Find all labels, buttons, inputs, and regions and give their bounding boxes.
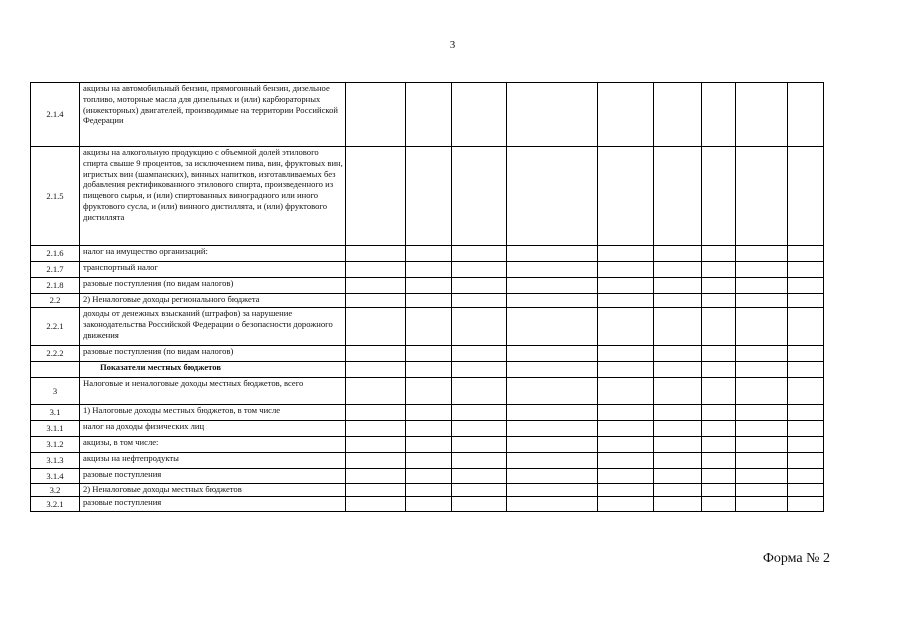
value-cell [346, 421, 406, 437]
value-cell [654, 378, 702, 405]
value-cell [346, 278, 406, 294]
value-cell [654, 362, 702, 378]
table-row [31, 453, 824, 469]
row-name: разовые поступления [80, 469, 346, 484]
row-number: 2.1.5 [31, 147, 80, 246]
value-cell [507, 147, 598, 246]
value-cell [702, 362, 736, 378]
value-cell [788, 405, 824, 421]
row-number: 2.1.7 [31, 262, 80, 278]
value-cell [598, 308, 654, 346]
value-cell [346, 405, 406, 421]
value-cell [507, 262, 598, 278]
value-cell [598, 147, 654, 246]
row-name: 2) Неналоговые доходы местных бюджетов [80, 484, 346, 497]
value-cell [654, 246, 702, 262]
value-cell [654, 469, 702, 484]
value-cell [452, 421, 507, 437]
value-cell [702, 83, 736, 147]
value-cell [702, 308, 736, 346]
value-cell [788, 437, 824, 453]
value-cell [406, 262, 452, 278]
value-cell [654, 421, 702, 437]
value-cell [452, 308, 507, 346]
row-name: акцизы на автомобильный бензин, прямогонный бензин, дизельное топливо, моторные масла для дизельных и (или) карбюраторных (инжекторных) двигателей, производимые на территории Российской Федерации [80, 83, 346, 147]
value-cell [654, 346, 702, 362]
value-cell [736, 484, 788, 497]
value-cell [406, 147, 452, 246]
value-cell [654, 437, 702, 453]
row-name: разовые поступления [80, 497, 346, 512]
value-cell [702, 246, 736, 262]
table-row [31, 346, 824, 362]
value-cell [406, 405, 452, 421]
value-cell [788, 453, 824, 469]
value-cell [788, 262, 824, 278]
value-cell [788, 497, 824, 512]
indicators-table [30, 82, 824, 512]
value-cell [406, 83, 452, 147]
row-number: 2.2 [31, 294, 80, 308]
value-cell [452, 437, 507, 453]
value-cell [736, 147, 788, 246]
table-row [31, 246, 824, 262]
value-cell [406, 346, 452, 362]
row-name: Налоговые и неналоговые доходы местных бюджетов, всего [80, 378, 346, 405]
value-cell [654, 262, 702, 278]
value-cell [346, 469, 406, 484]
value-cell [654, 294, 702, 308]
value-cell [406, 278, 452, 294]
value-cell [406, 308, 452, 346]
value-cell [788, 83, 824, 147]
value-cell [788, 346, 824, 362]
value-cell [702, 405, 736, 421]
value-cell [654, 453, 702, 469]
value-cell [702, 453, 736, 469]
value-cell [736, 308, 788, 346]
table-row [31, 469, 824, 484]
value-cell [736, 453, 788, 469]
value-cell [507, 453, 598, 469]
value-cell [406, 497, 452, 512]
value-cell [346, 147, 406, 246]
value-cell [702, 469, 736, 484]
row-number: 2.2.1 [31, 308, 80, 346]
value-cell [598, 246, 654, 262]
value-cell [654, 278, 702, 294]
value-cell [736, 294, 788, 308]
value-cell [346, 308, 406, 346]
value-cell [736, 346, 788, 362]
value-cell [788, 246, 824, 262]
value-cell [507, 437, 598, 453]
value-cell [702, 421, 736, 437]
table-row [31, 308, 824, 346]
value-cell [452, 262, 507, 278]
table-row [31, 278, 824, 294]
value-cell [452, 147, 507, 246]
value-cell [507, 308, 598, 346]
value-cell [736, 278, 788, 294]
value-cell [788, 278, 824, 294]
value-cell [788, 484, 824, 497]
table-row [31, 294, 824, 308]
value-cell [406, 378, 452, 405]
value-cell [598, 378, 654, 405]
value-cell [598, 469, 654, 484]
value-cell [346, 362, 406, 378]
value-cell [452, 484, 507, 497]
value-cell [507, 378, 598, 405]
value-cell [452, 246, 507, 262]
value-cell [736, 362, 788, 378]
value-cell [507, 497, 598, 512]
row-number: 3.1.4 [31, 469, 80, 484]
value-cell [736, 246, 788, 262]
value-cell [346, 83, 406, 147]
value-cell [507, 294, 598, 308]
value-cell [702, 147, 736, 246]
value-cell [346, 453, 406, 469]
table-row [31, 497, 824, 512]
value-cell [598, 421, 654, 437]
value-cell [346, 246, 406, 262]
row-number: 3.1 [31, 405, 80, 421]
value-cell [507, 83, 598, 147]
value-cell [736, 437, 788, 453]
value-cell [598, 278, 654, 294]
row-name: 1) Налоговые доходы местных бюджетов, в том числе [80, 405, 346, 421]
value-cell [736, 405, 788, 421]
value-cell [598, 262, 654, 278]
value-cell [507, 278, 598, 294]
value-cell [702, 497, 736, 512]
value-cell [452, 453, 507, 469]
value-cell [654, 308, 702, 346]
row-name: разовые поступления (по видам налогов) [80, 278, 346, 294]
row-name: 2) Неналоговые доходы регионального бюджета [80, 294, 346, 308]
value-cell [702, 278, 736, 294]
section-title: Показатели местных бюджетов [80, 362, 346, 378]
value-cell [702, 378, 736, 405]
row-number: 3.2.1 [31, 497, 80, 512]
row-name: акцизы на алкогольную продукцию с объемной долей этилового спирта свыше 9 процентов, за исключением пива, вин, фруктовых вин, игристых вин (шампанских), винных напитков, изготавливаемых без добавления ректификованного этилового спирта, произведенного из пищевого сырья, и (или) спиртованных виноградного или иного фруктового сусла, и (или) винного дистиллята, и (или) фруктового дистиллята [80, 147, 346, 246]
value-cell [788, 421, 824, 437]
table-row [31, 405, 824, 421]
value-cell [406, 246, 452, 262]
value-cell [788, 378, 824, 405]
value-cell [452, 469, 507, 484]
row-number: 3 [31, 378, 80, 405]
value-cell [788, 147, 824, 246]
row-number: 3.2 [31, 484, 80, 497]
row-name: доходы от денежных взысканий (штрафов) за нарушение законодательства Российской Федерации о безопасности дорожного движения [80, 308, 346, 346]
row-number [31, 362, 80, 378]
value-cell [788, 469, 824, 484]
row-number: 3.1.2 [31, 437, 80, 453]
value-cell [406, 437, 452, 453]
value-cell [654, 484, 702, 497]
value-cell [452, 294, 507, 308]
table-row [31, 262, 824, 278]
row-name: акцизы на нефтепродукты [80, 453, 346, 469]
value-cell [598, 497, 654, 512]
value-cell [452, 378, 507, 405]
value-cell [736, 421, 788, 437]
value-cell [406, 294, 452, 308]
value-cell [346, 378, 406, 405]
value-cell [736, 497, 788, 512]
section-header-row [31, 362, 824, 378]
value-cell [788, 294, 824, 308]
value-cell [702, 346, 736, 362]
value-cell [702, 484, 736, 497]
value-cell [406, 421, 452, 437]
value-cell [406, 453, 452, 469]
row-number: 2.1.8 [31, 278, 80, 294]
row-name: акцизы, в том числе: [80, 437, 346, 453]
value-cell [507, 362, 598, 378]
value-cell [654, 147, 702, 246]
value-cell [654, 83, 702, 147]
value-cell [507, 484, 598, 497]
value-cell [654, 405, 702, 421]
value-cell [346, 294, 406, 308]
form-label: Форма № 2 [762, 551, 830, 566]
row-number: 2.2.2 [31, 346, 80, 362]
value-cell [702, 262, 736, 278]
value-cell [736, 83, 788, 147]
value-cell [406, 362, 452, 378]
row-number: 3.1.3 [31, 453, 80, 469]
value-cell [598, 453, 654, 469]
value-cell [452, 362, 507, 378]
table-row [31, 378, 824, 405]
table-row [31, 147, 824, 246]
value-cell [452, 346, 507, 362]
value-cell [702, 437, 736, 453]
value-cell [654, 497, 702, 512]
value-cell [452, 497, 507, 512]
value-cell [452, 405, 507, 421]
row-name: транспортный налог [80, 262, 346, 278]
row-name: разовые поступления (по видам налогов) [80, 346, 346, 362]
value-cell [346, 346, 406, 362]
value-cell [507, 405, 598, 421]
value-cell [598, 405, 654, 421]
value-cell [598, 83, 654, 147]
value-cell [346, 484, 406, 497]
value-cell [406, 469, 452, 484]
value-cell [507, 246, 598, 262]
value-cell [598, 346, 654, 362]
value-cell [702, 294, 736, 308]
row-number: 2.1.6 [31, 246, 80, 262]
value-cell [598, 294, 654, 308]
value-cell [406, 484, 452, 497]
value-cell [598, 362, 654, 378]
value-cell [736, 262, 788, 278]
value-cell [598, 484, 654, 497]
table-row [31, 421, 824, 437]
table-row [31, 484, 824, 497]
value-cell [507, 421, 598, 437]
value-cell [346, 497, 406, 512]
value-cell [736, 469, 788, 484]
value-cell [788, 362, 824, 378]
value-cell [346, 437, 406, 453]
row-number: 3.1.1 [31, 421, 80, 437]
value-cell [598, 437, 654, 453]
value-cell [788, 308, 824, 346]
row-number: 2.1.4 [31, 83, 80, 147]
row-name: налог на имущество организаций: [80, 246, 346, 262]
table-row [31, 83, 824, 147]
value-cell [736, 378, 788, 405]
value-cell [346, 262, 406, 278]
value-cell [507, 346, 598, 362]
table-row [31, 437, 824, 453]
value-cell [507, 469, 598, 484]
page-number: 3 [449, 39, 456, 51]
row-name: налог на доходы физических лиц [80, 421, 346, 437]
value-cell [452, 83, 507, 147]
value-cell [452, 278, 507, 294]
